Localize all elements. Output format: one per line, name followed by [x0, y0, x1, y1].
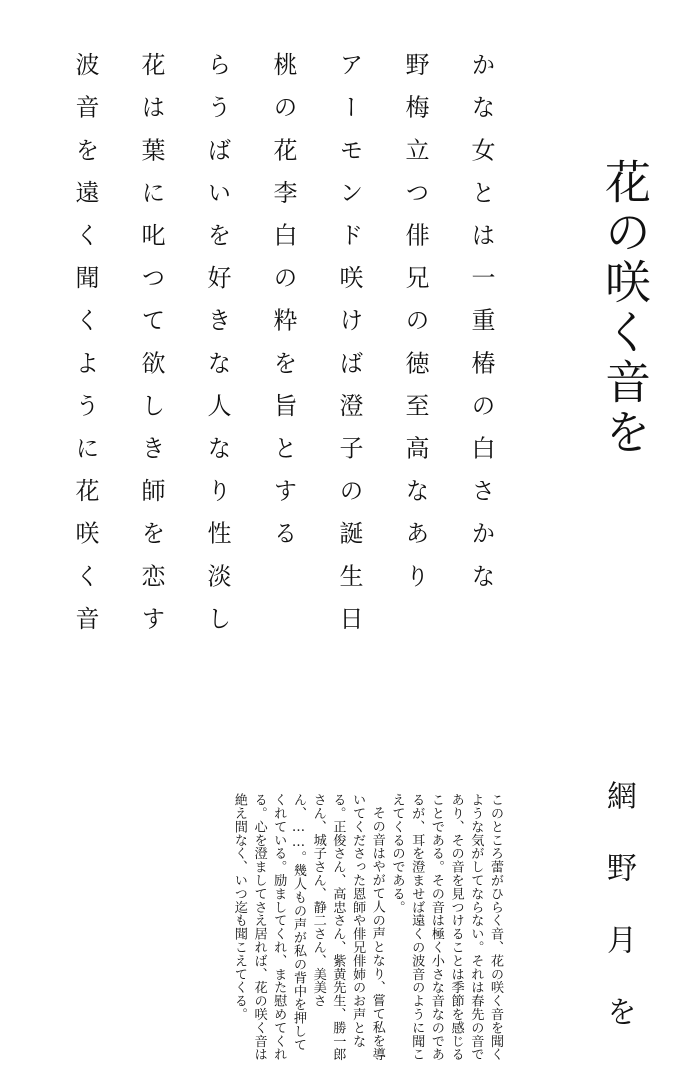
haiku-line-1: かな女とは一重椿の白さかな — [467, 52, 495, 606]
haiku-line-3: アーモンド咲けば澄子の誕生日 — [335, 52, 363, 649]
page-title: 花の咲く音を — [598, 158, 652, 458]
haiku-line-4: 桃の花李白の粋を旨とする — [269, 52, 297, 564]
author-name: 網野月を — [601, 780, 636, 1068]
prose-paragraph-2: その音はやがて人の声となり、嘗て私を導いてくださった恩師や俳兄俳姉のお声となる。正俊さん、高忠さん、紫黄先生、勝一郎さん、城子さん、静二さん、美美さん、……。幾人もの声が私の背中を押してくれている。励ましてくれ、また慰めてくれる。心を澄ましてさえ居れば、花の咲く音は絶え間なく、いつ迄も聞こえてくる。 — [231, 793, 385, 1061]
haiku-line-7: 波音を遠く聞くように花咲く音 — [71, 52, 99, 649]
haiku-line-6: 花は葉に叱つて欲しき師を恋す — [137, 52, 165, 649]
haiku-line-5: らうばいを好きな人なり性淡し — [203, 52, 231, 649]
prose-paragraph-1: このところ蕾がひらく音、花の咲く音を聞くような気がしてならない。それは春先の音であり、その音を見つけることは季節を感じることである。その音は極く小さな音なのであるが、耳を澄ませば遠くの波音のように聞こえてくるのである。 — [389, 793, 503, 1061]
prose-block — [229, 793, 505, 1061]
haiku-line-2: 野梅立つ俳兄の徳至高なあり — [401, 52, 429, 606]
